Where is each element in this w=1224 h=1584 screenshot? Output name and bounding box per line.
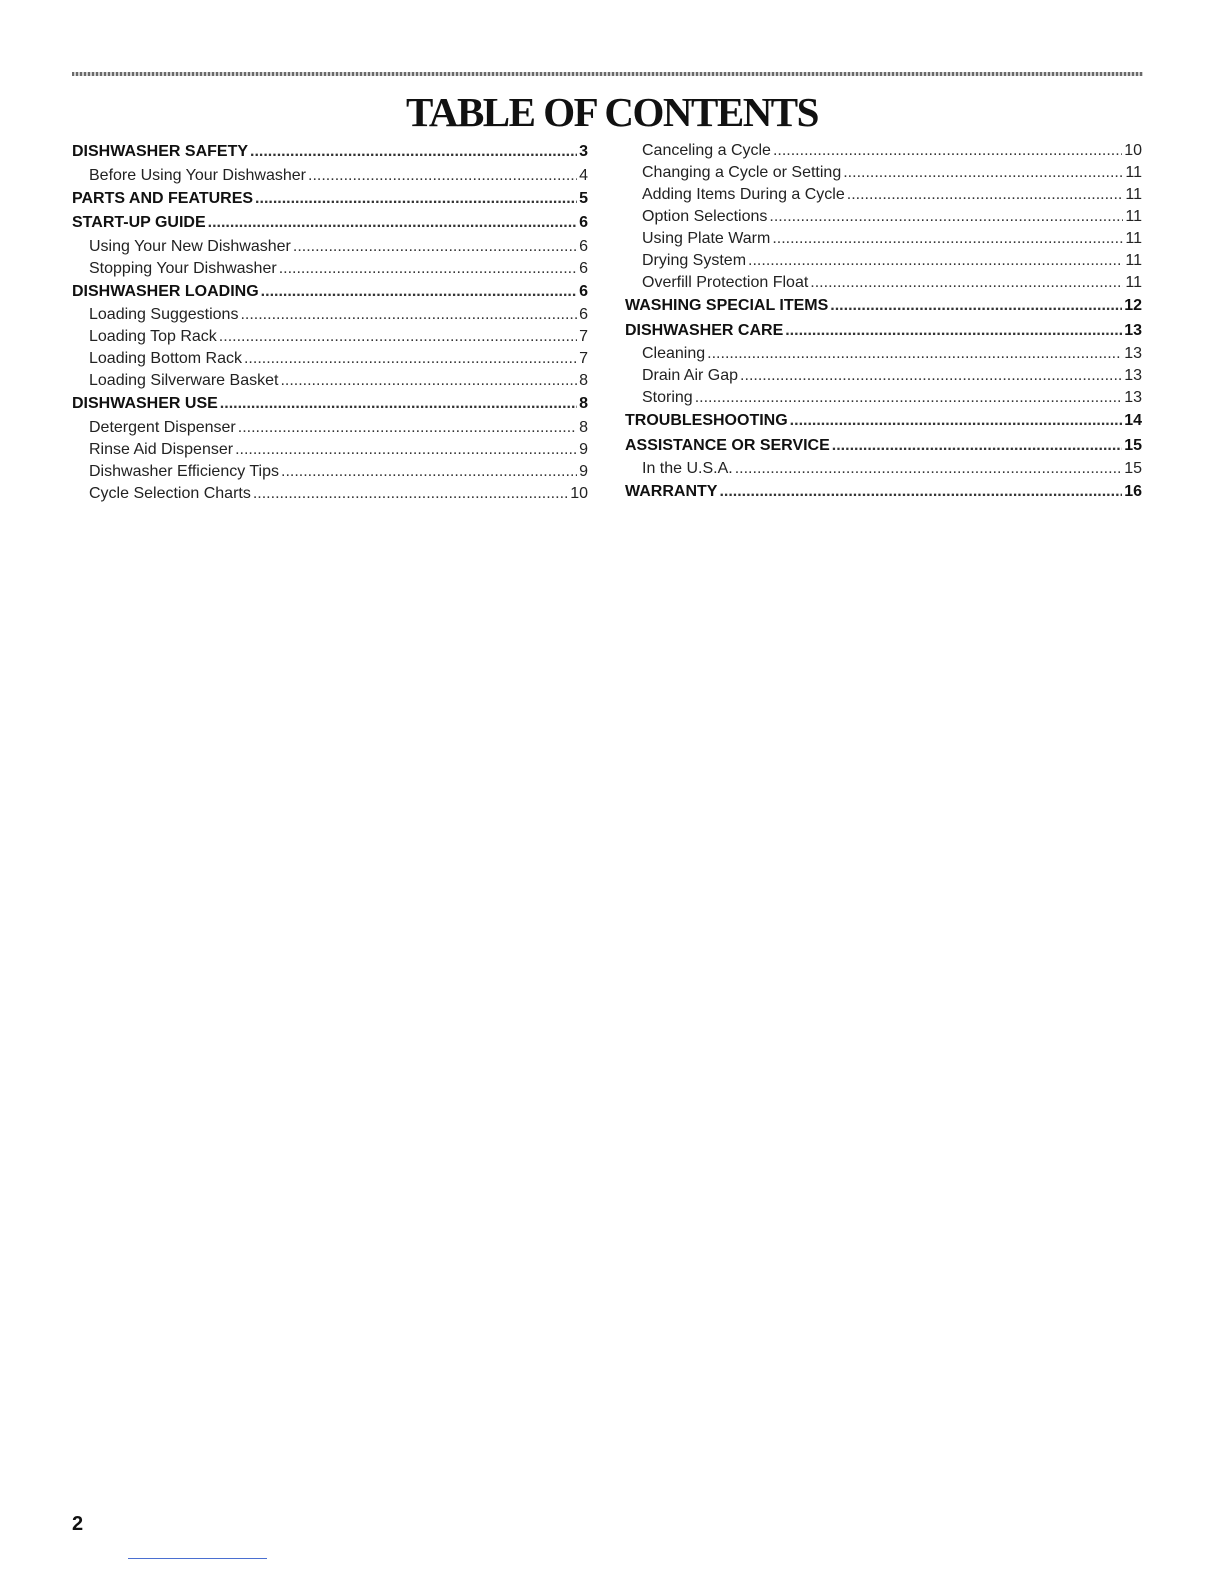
dot-leader (790, 409, 1123, 434)
toc-entry-title: Loading Bottom Rack (89, 350, 242, 367)
dot-leader (235, 439, 577, 461)
dot-leader (244, 348, 577, 370)
toc-entry[interactable] (72, 370, 588, 392)
toc-entry-page: 13 (1124, 389, 1142, 406)
dot-leader (240, 304, 577, 326)
dot-leader (261, 280, 577, 305)
toc-entry-page: 6 (579, 237, 588, 255)
toc-entry-title: In the U.S.A. (642, 460, 733, 477)
page-title: TABLE OF CONTENTS (406, 89, 818, 135)
toc-entry-title: DISHWASHER CARE (625, 321, 784, 339)
toc-right-column (625, 140, 1142, 505)
toc-entry[interactable] (625, 206, 1142, 228)
toc-entry-page: 15 (1124, 436, 1142, 454)
toc-entry-title: Loading Silverware Basket (89, 372, 279, 389)
toc-entry-page: 8 (579, 372, 588, 389)
toc-entry[interactable] (625, 228, 1142, 250)
toc-entry-page: 8 (579, 418, 588, 436)
toc-entry-title: Storing (642, 389, 693, 406)
toc-entry-page: 6 (579, 282, 588, 300)
top-decorative-rule (72, 72, 1143, 76)
toc-entry[interactable] (625, 343, 1142, 365)
dot-leader (740, 365, 1122, 387)
toc-entry[interactable] (72, 348, 588, 370)
toc-entry[interactable] (72, 326, 588, 348)
toc-entry[interactable] (625, 480, 1142, 505)
dot-leader (281, 461, 577, 483)
toc-entry[interactable] (625, 294, 1142, 319)
toc-entry-page: 9 (579, 462, 588, 480)
toc-entry[interactable] (625, 272, 1142, 294)
toc-entry-page: 6 (579, 259, 588, 277)
dot-leader (772, 228, 1123, 250)
toc-entry-title: Dishwasher Efficiency Tips (89, 462, 279, 480)
toc-entry[interactable] (72, 304, 588, 326)
toc-entry-page: 11 (1125, 186, 1142, 203)
footer-line (128, 1558, 267, 1559)
toc-entry-title: START-UP GUIDE (72, 214, 206, 231)
dot-leader (843, 162, 1123, 184)
toc-entry[interactable] (72, 417, 588, 439)
dot-leader (695, 387, 1123, 409)
toc-entry[interactable] (625, 184, 1142, 206)
toc-entry-page: 9 (579, 440, 588, 458)
dot-leader (238, 417, 577, 439)
toc-entry-title: DISHWASHER LOADING (72, 282, 259, 300)
toc-entry-title: Drain Air Gap (642, 367, 739, 384)
toc-entry-title: ASSISTANCE OR SERVICE (625, 436, 830, 454)
dot-leader (785, 319, 1122, 344)
toc-entry[interactable] (625, 434, 1142, 459)
toc-entry[interactable] (625, 365, 1142, 387)
toc-entry[interactable] (72, 187, 588, 212)
dot-leader (719, 480, 1122, 505)
toc-entry-page: 11 (1125, 274, 1142, 291)
toc-entry-page: 16 (1124, 483, 1142, 500)
toc-entry[interactable] (625, 140, 1142, 162)
toc-entry-title: WASHING SPECIAL ITEMS (625, 297, 829, 314)
page-number: 2 (72, 1513, 84, 1535)
toc-entry-title: Loading Top Rack (89, 328, 217, 345)
toc-entry-page: 7 (579, 328, 588, 345)
dot-leader (279, 258, 577, 280)
toc-entry[interactable] (625, 387, 1142, 409)
dot-leader (219, 326, 577, 348)
toc-entry[interactable] (72, 280, 588, 305)
toc-entry[interactable] (625, 162, 1142, 184)
dot-leader (810, 272, 1123, 294)
toc-entry-page: 10 (570, 484, 588, 502)
dot-leader (253, 483, 568, 505)
toc-entry[interactable] (625, 458, 1142, 480)
dot-leader (208, 211, 577, 236)
toc-entry-title: PARTS AND FEATURES (72, 189, 254, 207)
toc-entry-page: 8 (579, 395, 588, 412)
toc-entry-page: 11 (1125, 164, 1142, 181)
toc-entry-title: TROUBLESHOOTING (625, 412, 788, 429)
dot-leader (773, 140, 1122, 162)
toc-entry[interactable] (72, 211, 588, 236)
toc-entry-title: Changing a Cycle or Setting (642, 164, 842, 181)
toc-entry[interactable] (72, 461, 588, 483)
toc-entry-page: 11 (1125, 230, 1142, 247)
toc-entry[interactable] (72, 236, 588, 258)
dot-leader (308, 165, 577, 187)
toc-entry-page: 13 (1124, 345, 1142, 362)
dot-leader (250, 140, 577, 165)
dot-leader (832, 434, 1122, 459)
toc-entry-title: Adding Items During a Cycle (642, 186, 845, 203)
toc-entry[interactable] (72, 483, 588, 505)
toc-entry-title: DISHWASHER SAFETY (72, 143, 249, 160)
toc-entry-title: Option Selections (642, 208, 768, 225)
toc-entry-page: 12 (1124, 297, 1142, 314)
toc-entry-page: 11 (1125, 208, 1142, 225)
dot-leader (293, 236, 577, 258)
dot-leader (255, 187, 577, 212)
toc-entry-page: 7 (579, 350, 588, 367)
toc-entry-page: 13 (1124, 321, 1142, 339)
toc-entry-title: Detergent Dispenser (89, 418, 236, 436)
toc-entry-page: 6 (579, 306, 588, 323)
toc-entry-title: Canceling a Cycle (642, 142, 771, 159)
toc-entry-page: 6 (579, 214, 588, 231)
toc-entry-title: Cleaning (642, 345, 706, 362)
toc-entry-title: Before Using Your Dishwasher (89, 166, 307, 184)
toc-entry-page: 11 (1125, 252, 1142, 269)
toc-entry-page: 13 (1124, 367, 1142, 384)
toc-entry-title: Using Plate Warm (642, 230, 771, 247)
dot-leader (707, 343, 1122, 365)
toc-entry-page: 4 (579, 166, 588, 184)
toc-entry-title: Cycle Selection Charts (89, 484, 251, 502)
toc-entry-title: Overfill Protection Float (642, 274, 809, 291)
toc-left-column (72, 140, 588, 505)
dot-leader (847, 184, 1124, 206)
dot-leader (735, 458, 1122, 480)
toc-entry-page: 10 (1124, 142, 1142, 159)
toc-entry[interactable] (625, 319, 1142, 344)
toc-entry-title: DISHWASHER USE (72, 395, 218, 412)
toc-entry-title: Drying System (642, 252, 747, 269)
toc-entry[interactable] (625, 409, 1142, 434)
toc-entry[interactable] (72, 140, 588, 165)
dot-leader (830, 294, 1122, 319)
toc-entry-title: Loading Suggestions (89, 306, 239, 323)
toc-entry-title: Stopping Your Dishwasher (89, 259, 277, 277)
toc-entry-page: 3 (579, 143, 588, 160)
toc-entry-title: WARRANTY (625, 483, 718, 500)
toc-entry-page: 14 (1124, 412, 1142, 429)
dot-leader (748, 250, 1123, 272)
toc-entry[interactable] (72, 165, 588, 187)
toc-entry[interactable] (625, 250, 1142, 272)
toc-entry[interactable] (72, 258, 588, 280)
dot-leader (769, 206, 1123, 228)
toc-entry-page: 15 (1124, 460, 1142, 477)
dot-leader (220, 392, 577, 417)
toc-entry-title: Rinse Aid Dispenser (89, 440, 234, 458)
toc-entry[interactable] (72, 392, 588, 417)
toc-entry[interactable] (72, 439, 588, 461)
dot-leader (280, 370, 577, 392)
toc-entry-title: Using Your New Dishwasher (89, 237, 291, 255)
toc-entry-page: 5 (579, 189, 588, 207)
